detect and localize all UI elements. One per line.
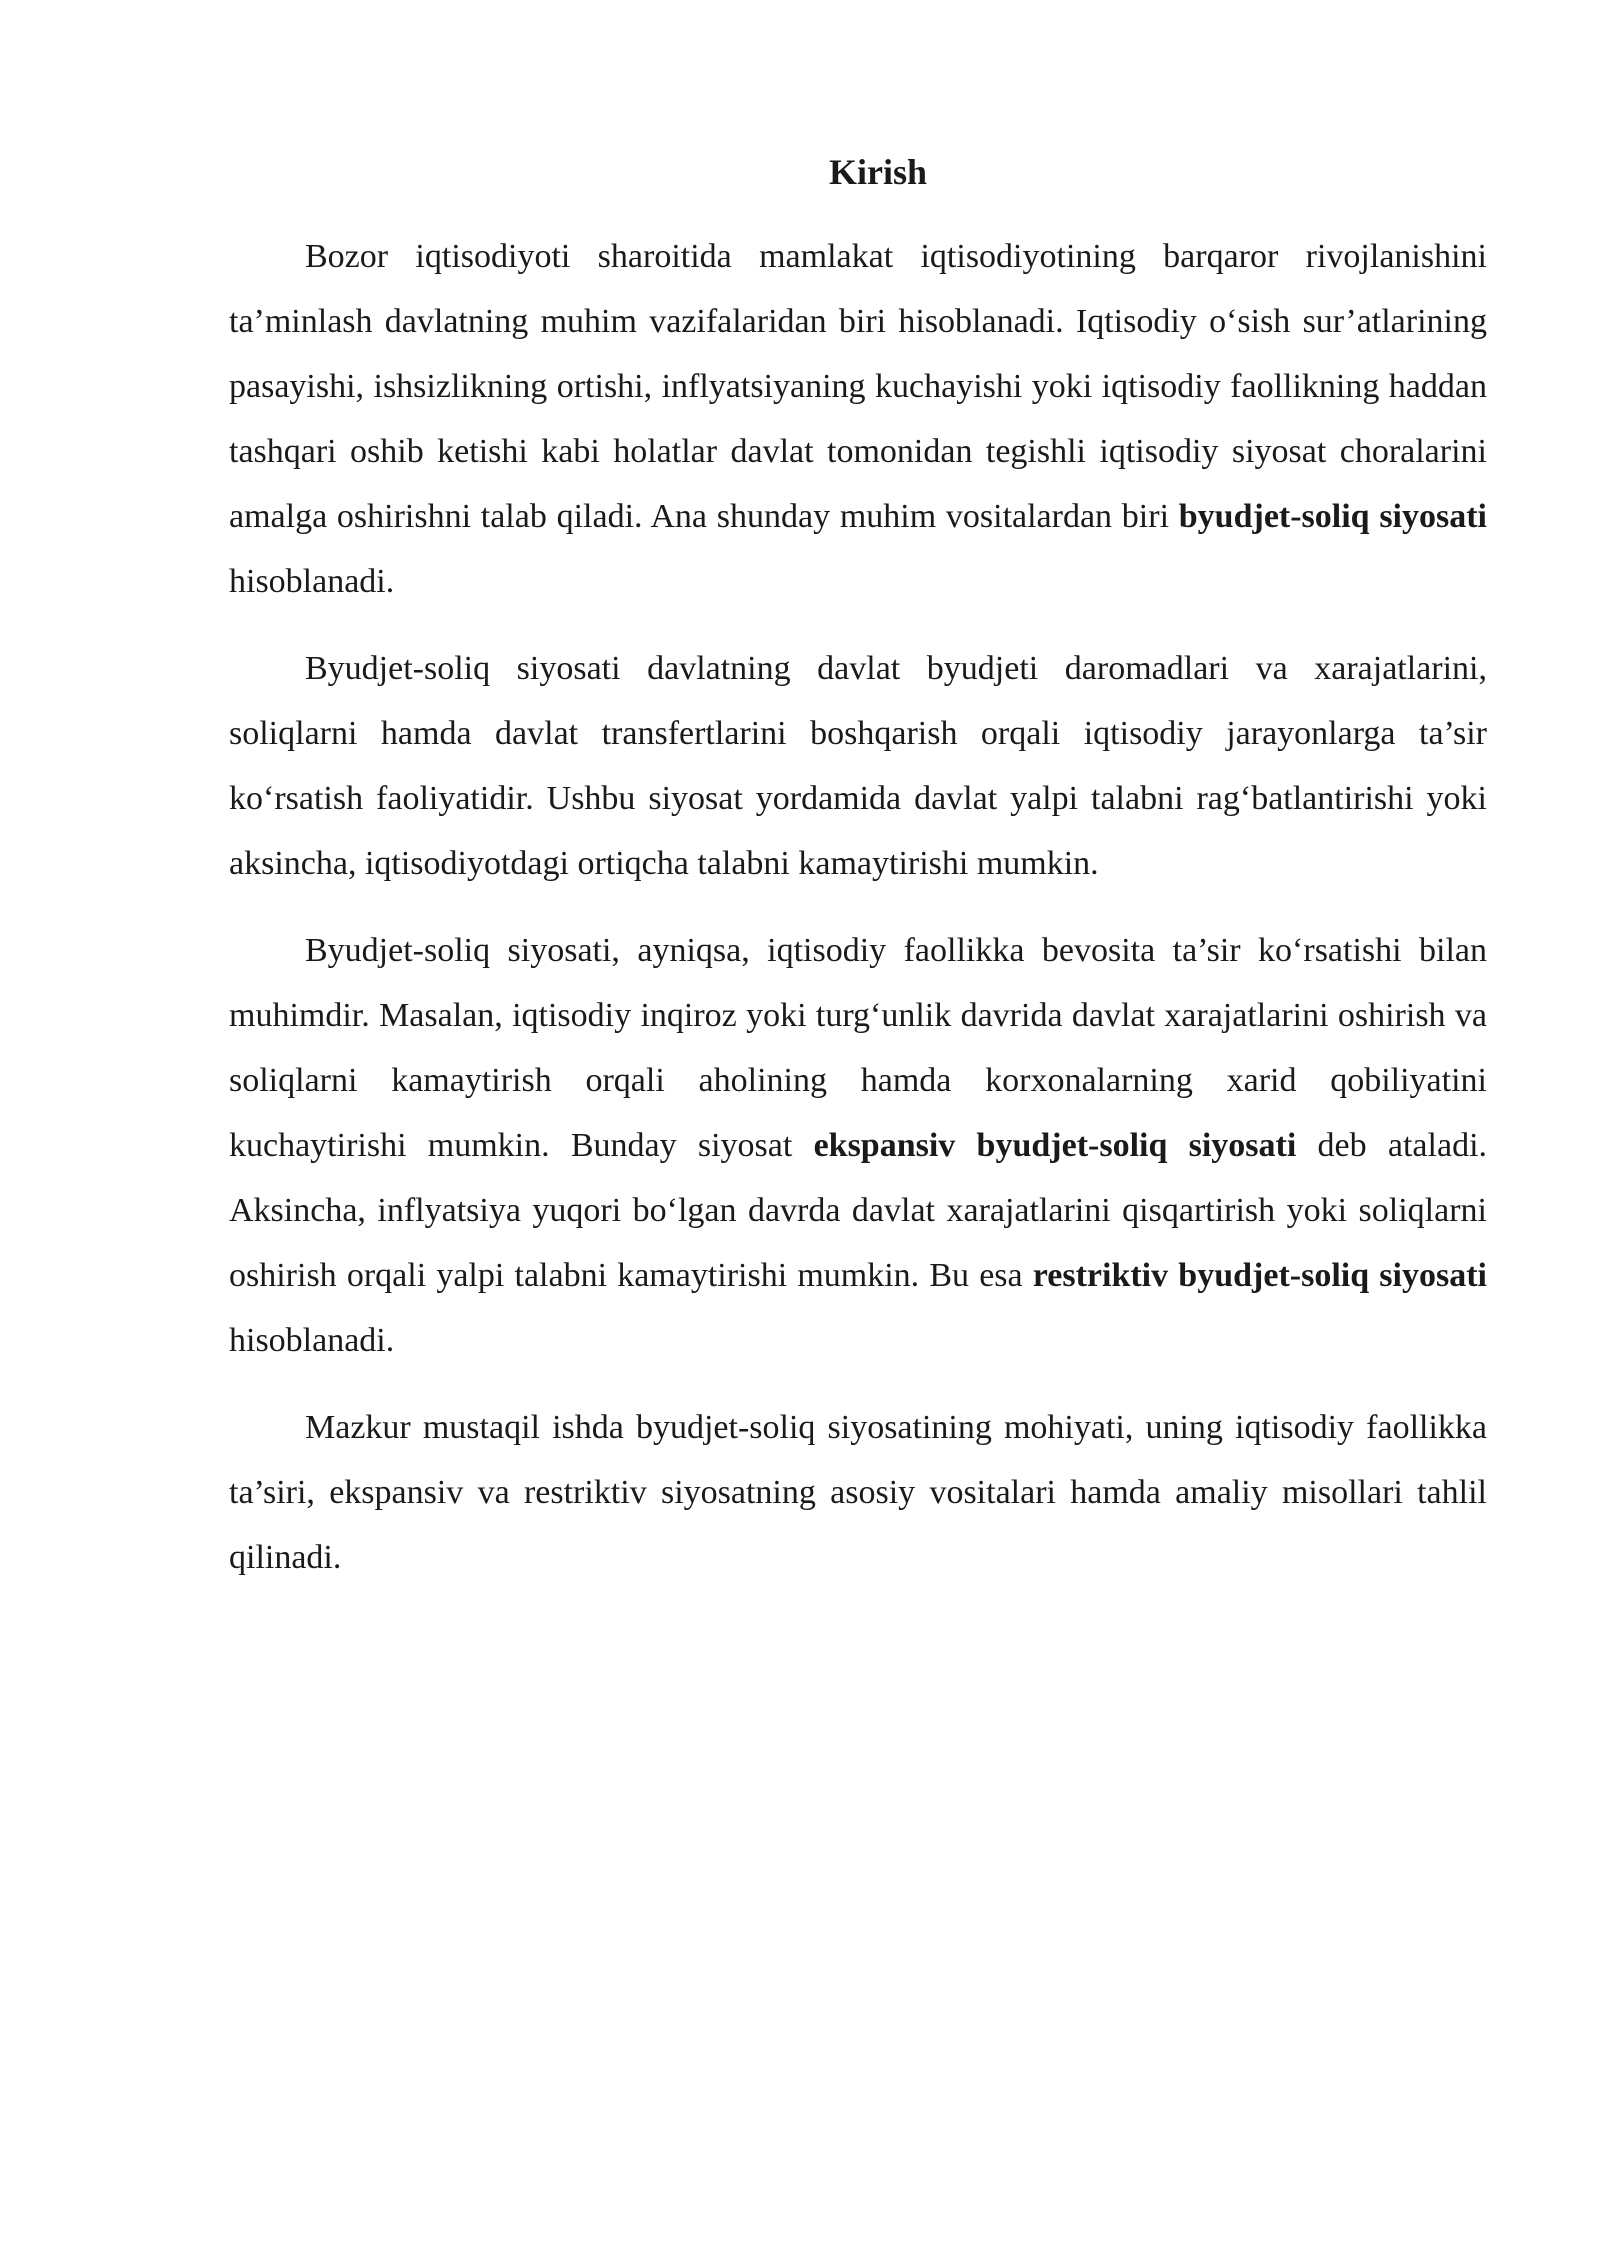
paragraph-1-bold-term: byudjet-soliq siyosati — [1178, 498, 1488, 535]
document-body — [229, 142, 1487, 1590]
paragraph-2 — [229, 636, 1487, 896]
paragraph-2-text-1: Byudjet-soliq siyosati davlatning davlat byudjeti daromadlari va xarajatlarini, soliqlarni hamda davlat transfertlarini boshqarish orqali iqtisodiy jarayonlarga ta’sir ko‘rsatish faoliyatidir. Ushbu siyosat yordamida davlat yalpi talabni rag‘batlantirishi yoki aksincha, iqtisodiyotdagi ortiqcha talabni kamaytirishi mumkin. — [229, 650, 1487, 882]
page-title: Kirish — [828, 152, 927, 192]
paragraph-1-text-2: hisoblanadi. — [229, 563, 395, 600]
paragraph-1 — [229, 224, 1487, 614]
paragraph-4 — [229, 1395, 1487, 1590]
paragraph-4-text-1: Mazkur mustaqil ishda byudjet-soliq siyosatining mohiyati, uning iqtisodiy faollikka ta’siri, ekspansiv va restriktiv siyosatning asosiy vositalari hamda amaliy misollari tahlil qilinadi. — [229, 1409, 1487, 1576]
paragraph-3-text-3: hisoblanadi. — [229, 1322, 395, 1359]
paragraph-3-text-2: deb ataladi. Aksincha, inflyatsiya yuqori bo‘lgan davrda davlat xarajatlarini qisqartirish yoki soliqlarni oshirish orqali yalpi talabni kamaytirishi mumkin. Bu esa — [229, 1127, 1488, 1294]
paragraph-3-bold-term-1: ekspansiv byudjet-soliq siyosati — [813, 1127, 1297, 1164]
paragraph-1-text-1: Bozor iqtisodiyoti sharoitida mamlakat iqtisodiyotining barqaror rivojlanishini ta’minlash davlatning muhim vazifalaridan biri hisoblanadi. Iqtisodiy o‘sish sur’atlarining pasayishi, ishsizlikning ortishi, inflyatsiyaning kuchayishi yoki iqtisodiy faollikning haddan tashqari oshib ketishi kabi holatlar davlat tomonidan tegishli iqtisodiy siyosat choralarini amalga oshirishni talab qiladi. Ana shunday muhim vositalardan biri — [229, 238, 1487, 535]
paragraph-3-bold-term-2: restriktiv byudjet-soliq siyosati — [1032, 1257, 1487, 1294]
paragraph-3-text-1: Byudjet-soliq siyosati, ayniqsa, iqtisodiy faollikka bevosita ta’sir ko‘rsatishi bilan muhimdir. Masalan, iqtisodiy inqiroz yoki turg‘unlik davrida davlat xarajatlarini oshirish va soliqlarni kamaytirish orqali aholining hamda korxonalarning xarid qobiliyatini kuchaytirishi mumkin. Bunday siyosat — [229, 932, 1487, 1164]
paragraph-3 — [229, 918, 1487, 1373]
